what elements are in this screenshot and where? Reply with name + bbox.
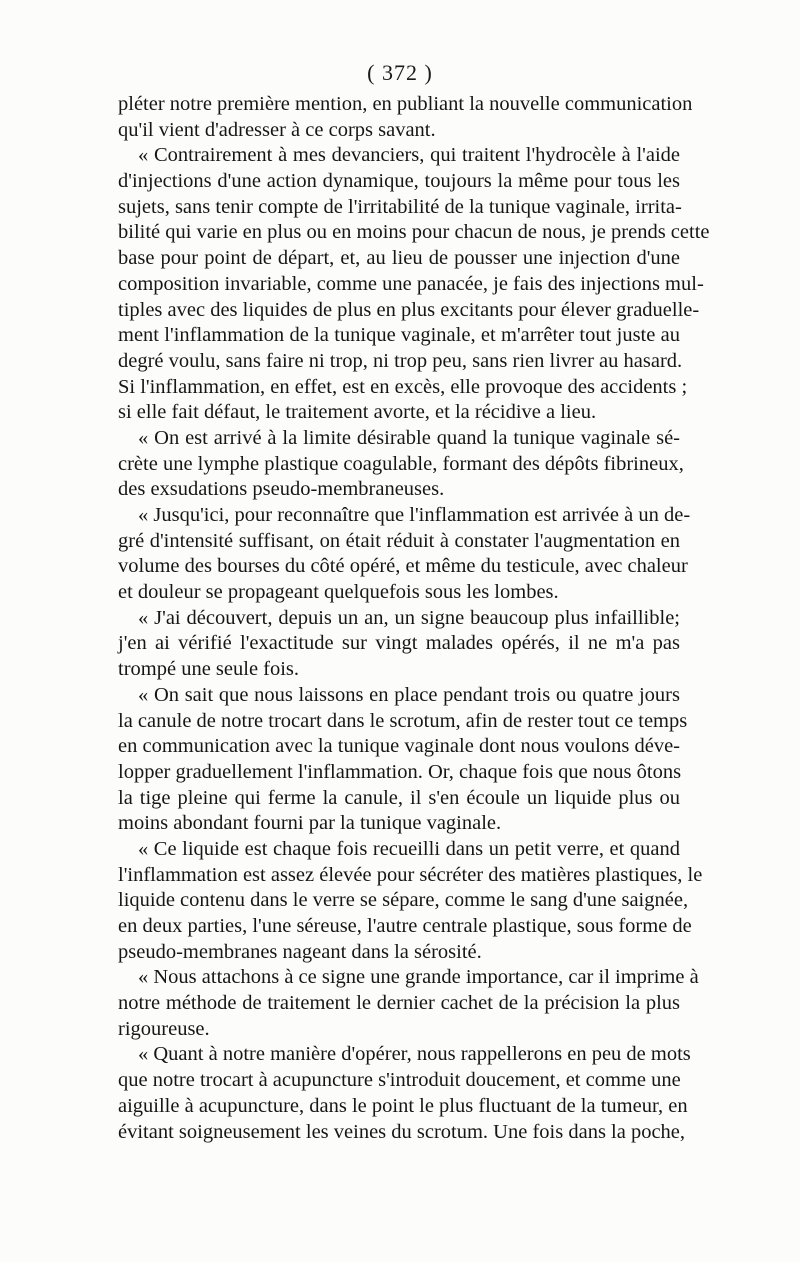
- text-line: moins abondant fourni par la tunique vaginale.: [118, 812, 502, 835]
- text-line: trompé une seule fois.: [118, 658, 300, 681]
- text-line: base pour point de départ, et, au lieu de pousser une injection d'une: [118, 247, 680, 270]
- text-line: liquide contenu dans le verre se sépare, comme le sang d'une saignée,: [118, 889, 689, 912]
- text-line: rigoureuse.: [118, 1017, 210, 1040]
- text-line: pseudo-membranes nageant dans la sérosité.: [118, 940, 482, 963]
- text-line: que notre trocart à acupuncture s'introduit doucement, et comme une: [118, 1069, 681, 1092]
- text-line: « Contrairement à mes devanciers, qui traitent l'hydrocèle à l'aide: [138, 144, 680, 167]
- text-line: « J'ai découvert, depuis un an, un signe beaucoup plus infaillible;: [138, 606, 680, 629]
- text-line: crète une lymphe plastique coagulable, formant des dépôts fibrineux,: [118, 452, 684, 475]
- text-line: évitant soigneusement les veines du scrotum. Une fois dans la poche,: [118, 1120, 686, 1143]
- text-line: Si l'inflammation, en effet, est en excès, elle provoque des accidents ;: [118, 375, 688, 398]
- text-line: « Quant à notre manière d'opérer, nous rappellerons en peu de mots: [138, 1043, 691, 1066]
- text-line: sujets, sans tenir compte de l'irritabilité de la tunique vaginale, irrita-: [118, 195, 682, 218]
- text-line: en deux parties, l'une séreuse, l'autre centrale plastique, sous forme de: [118, 915, 692, 937]
- text-line: volume des bourses du côté opéré, et même du testicule, avec chaleur: [118, 555, 688, 578]
- text-line: des exsudations pseudo-membraneuses.: [118, 478, 445, 501]
- text-line: d'injections d'une action dynamique, toujours la même pour tous les: [118, 170, 680, 193]
- text-line: qu'il vient d'adresser à ce corps savant.: [118, 118, 436, 141]
- text-line: j'en ai vérifié l'exactitude sur vingt malades opérés, il ne m'a pas: [118, 632, 680, 655]
- text-line: l'inflammation est assez élevée pour sécréter des matières plastiques, le: [118, 863, 703, 886]
- text-line: la tige pleine qui ferme la canule, il s'en écoule un liquide plus ou: [118, 786, 680, 809]
- text-line: tiples avec des liquides de plus en plus excitants pour élever graduelle-: [118, 298, 700, 321]
- page-number: ( 372 ): [367, 60, 433, 85]
- text-line: « On est arrivé à la limite désirable quand la tunique vaginale sé-: [138, 426, 680, 449]
- text-line: « On sait que nous laissons en place pendant trois ou quatre jours: [138, 683, 680, 706]
- text-line: gré d'intensité suffisant, on était réduit à constater l'augmentation en: [118, 529, 680, 552]
- text-line: en communication avec la tunique vaginale dont nous voulons déve-: [118, 735, 680, 758]
- text-line: ment l'inflammation de la tunique vaginale, et m'arrêter tout juste au: [118, 324, 680, 347]
- text-line: aiguille à acupuncture, dans le point le plus fluctuant de la tumeur, en: [118, 1094, 688, 1117]
- text-line: lopper graduellement l'inflammation. Or, chaque fois que nous ôtons: [118, 760, 682, 783]
- text-line: et douleur se propageant quelquefois sous les lombes.: [118, 581, 559, 604]
- text-line: la canule de notre trocart dans le scrotum, afin de rester tout ce temps: [118, 709, 688, 732]
- text-line: notre méthode de traitement le dernier cachet de la précision la plus: [118, 992, 680, 1015]
- text-line: pléter notre première mention, en publiant la nouvelle communication: [118, 93, 693, 115]
- text-line: si elle fait défaut, le traitement avorte, et la récidive a lieu.: [118, 401, 597, 424]
- text-line: « Nous attachons à ce signe une grande importance, car il imprime à: [138, 966, 699, 989]
- text-line: « Jusqu'ici, pour reconnaître que l'inflammation est arrivée à un de-: [138, 504, 691, 526]
- text-line: « Ce liquide est chaque fois recueilli dans un petit verre, et quand: [138, 837, 680, 860]
- text-line: composition invariable, comme une panacée, je fais des injections mul-: [118, 272, 704, 295]
- body-text: [118, 92, 710, 1145]
- text-line: bilité qui varie en plus ou en moins pour chacun de nous, je prends cette: [118, 221, 710, 244]
- text-line: degré voulu, sans faire ni trop, ni trop peu, sans rien livrer au hasard.: [118, 349, 683, 372]
